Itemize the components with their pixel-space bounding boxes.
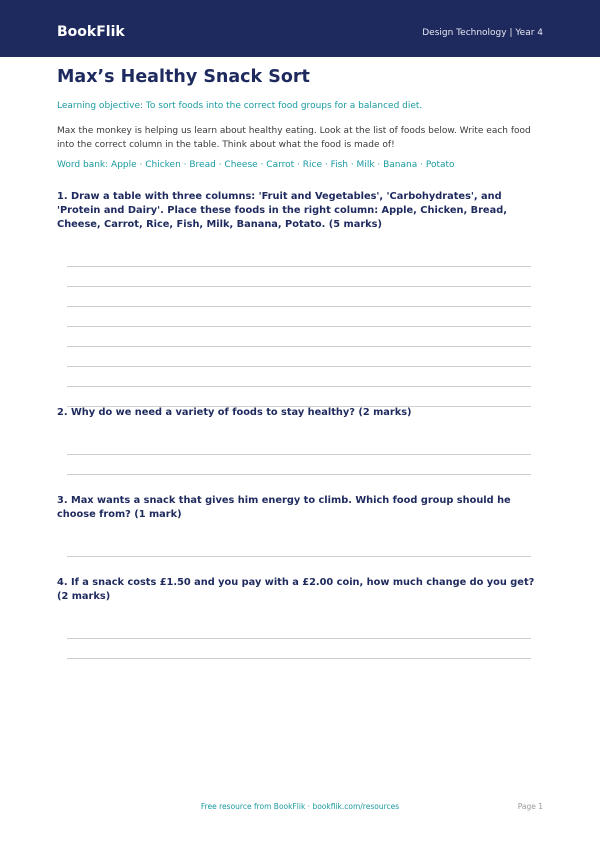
learning-objective: Learning objective: To sort foods into the correct food groups for a balanced diet.: [57, 101, 423, 111]
answer-line[interactable]: [67, 386, 531, 387]
answer-line[interactable]: [67, 326, 531, 327]
answer-line[interactable]: [67, 266, 531, 267]
answer-line[interactable]: [67, 286, 531, 287]
question-4: 4. If a snack costs £1.50 and you pay with a £2.00 coin, how much change do you get? (2 marks): [57, 577, 535, 602]
worksheet-title: Max’s Healthy Snack Sort: [57, 67, 310, 87]
page-header: [0, 0, 600, 57]
brand-logo: BookFlik: [57, 24, 125, 40]
answer-line[interactable]: [67, 556, 531, 557]
answer-line[interactable]: [67, 454, 531, 455]
answer-line[interactable]: [67, 366, 531, 367]
answer-line[interactable]: [67, 346, 531, 347]
answer-line[interactable]: [67, 638, 531, 639]
answer-line[interactable]: [67, 306, 531, 307]
question-3: 3. Max wants a snack that gives him energy to climb. Which food group should he choose from? (1 mark): [57, 495, 511, 520]
question-2: 2. Why do we need a variety of foods to stay healthy? (2 marks): [57, 407, 412, 418]
answer-line[interactable]: [67, 658, 531, 659]
page-number: Page 1: [517, 802, 543, 811]
word-bank: Word bank: Apple · Chicken · Bread · Cheese · Carrot · Rice · Fish · Milk · Banana · Potato: [57, 160, 455, 170]
footer-resource-link[interactable]: Free resource from BookFlik · bookflik.com/resources: [200, 802, 400, 811]
intro-paragraph: Max the monkey is helping us learn about healthy eating. Look at the list of foods below. Write each food into the correct column in the table. Think about what the food is made of!: [57, 126, 531, 150]
subject-year-label: Design Technology | Year 4: [422, 28, 543, 38]
question-1: 1. Draw a table with three columns: 'Fruit and Vegetables', 'Carbohydrates', and 'Protein and Dairy'. Place these foods in the right column: Apple, Chicken, Bread, Cheese, Carrot, Rice, Fish, Milk, Banana, Potato. (5 marks): [57, 191, 507, 230]
answer-line[interactable]: [67, 474, 531, 475]
